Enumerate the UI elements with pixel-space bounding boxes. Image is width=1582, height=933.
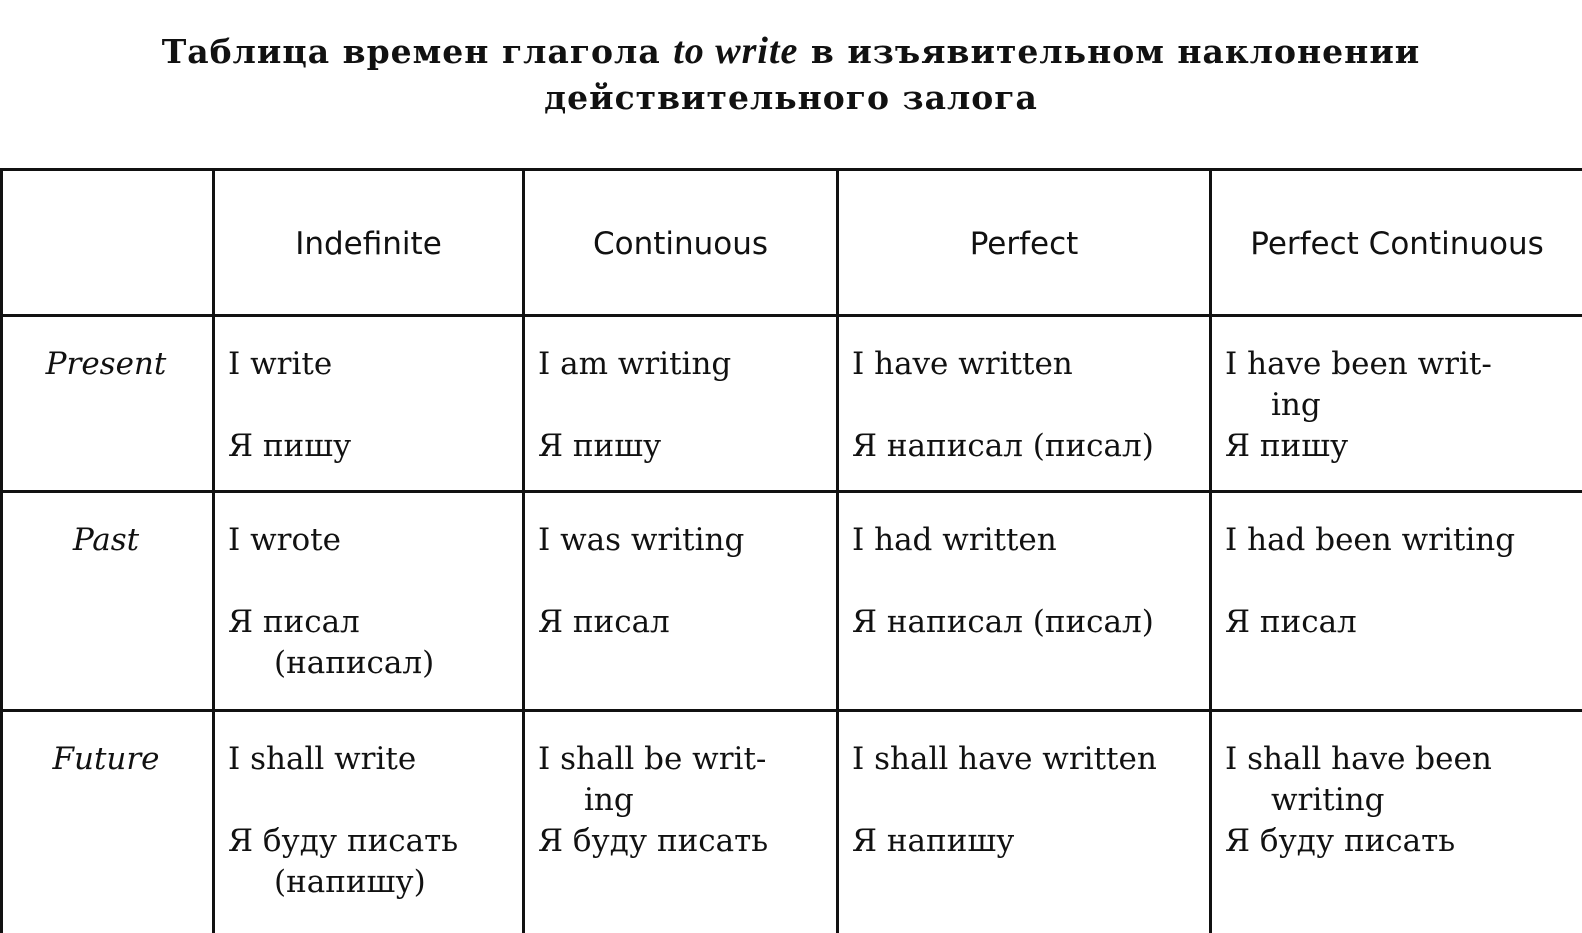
table-rule-row-1 [0,490,1582,493]
table-cell-past-perfect-continuous [1225,520,1515,561]
table-cell-present-perfect-ru [852,426,1154,467]
russian-translation: Я написал (писал) [852,604,1154,640]
table-cell-past-perfect-continuous-ru [1225,602,1357,643]
row-label-present: Present [45,346,167,382]
english-form: I shall be writ- [538,741,767,777]
table-cell-present-indefinite [228,344,332,385]
column-header-perfect-continuous: Perfect Continuous [1250,226,1544,262]
english-form: I shall have been [1225,741,1492,777]
column-header-indefinite: Indefinite [295,226,442,262]
title-line-1 [0,28,1582,75]
russian-translation-continuation: (напишу) [274,864,426,900]
table-rule-row-2 [0,709,1582,712]
table-cell-future-indefinite [228,739,416,780]
table-cell-future-indefinite-ru [228,821,458,903]
table-cell-present-continuous [538,344,731,385]
tense-table [0,168,1582,933]
russian-translation: Я писал [538,604,670,640]
table-rule-col-1 [212,168,215,933]
table-cell-future-continuous-ru [538,821,768,862]
russian-translation: Я буду писать [228,823,459,859]
russian-translation: Я буду писать [1225,823,1456,859]
english-form: I have written [852,346,1073,382]
table-rule-top [0,168,1582,171]
title-part-1: Таблица времен глагола [161,32,661,71]
english-form: I shall write [228,741,417,777]
table-cell-present-continuous-ru [538,426,661,467]
table-cell-present-perfect-continuous-ru [1225,426,1348,467]
table-cell-future-perfect-continuous [1225,739,1492,821]
english-form-continuation: ing [584,782,634,818]
english-form: I shall have written [852,741,1157,777]
table-cell-past-indefinite-ru [228,602,434,684]
russian-translation: Я написал (писал) [852,428,1154,464]
table-cell-present-perfect-continuous [1225,344,1492,426]
page-title [0,28,1582,121]
english-form: I am writing [538,346,732,382]
english-form: I write [228,346,333,382]
table-cell-past-perfect [852,520,1057,561]
english-form: I wrote [228,522,341,558]
row-label-past: Past [72,522,140,558]
table-cell-present-perfect [852,344,1073,385]
table-cell-present-indefinite-ru [228,426,351,467]
russian-translation: Я писал [228,604,360,640]
title-part-2: в изъявительном наклонении [810,32,1421,71]
russian-translation: Я пишу [1225,428,1349,464]
table-cell-past-continuous-ru [538,602,670,643]
english-form: I have been writ- [1225,346,1492,382]
table-rule-col-4 [1209,168,1212,933]
russian-translation: Я писал [1225,604,1357,640]
english-form: I had written [852,522,1057,558]
english-form-continuation: ing [1271,387,1321,423]
english-form: I was writing [538,522,745,558]
table-cell-past-perfect-ru [852,602,1154,643]
russian-translation: Я буду писать [538,823,769,859]
russian-translation: Я пишу [228,428,352,464]
table-rule-header [0,314,1582,317]
table-cell-future-perfect [852,739,1157,780]
table-rule-col-2 [522,168,525,933]
table-cell-past-indefinite [228,520,341,561]
table-cell-future-perfect-continuous-ru [1225,821,1455,862]
row-label-future: Future [52,741,160,777]
russian-translation: Я напишу [852,823,1015,859]
english-form-continuation: writing [1271,782,1385,818]
english-form: I had been writing [1225,522,1516,558]
table-rule-col-3 [836,168,839,933]
table-cell-future-perfect-ru [852,821,1014,862]
table-cell-future-continuous [538,739,766,821]
table-cell-past-continuous [538,520,744,561]
russian-translation-continuation: (написал) [274,645,435,681]
column-header-continuous: Continuous [592,226,769,262]
russian-translation: Я пишу [538,428,662,464]
column-header-perfect: Perfect [969,226,1079,262]
title-verb: to write [673,30,799,72]
title-line-2: действительного залога [544,78,1038,117]
